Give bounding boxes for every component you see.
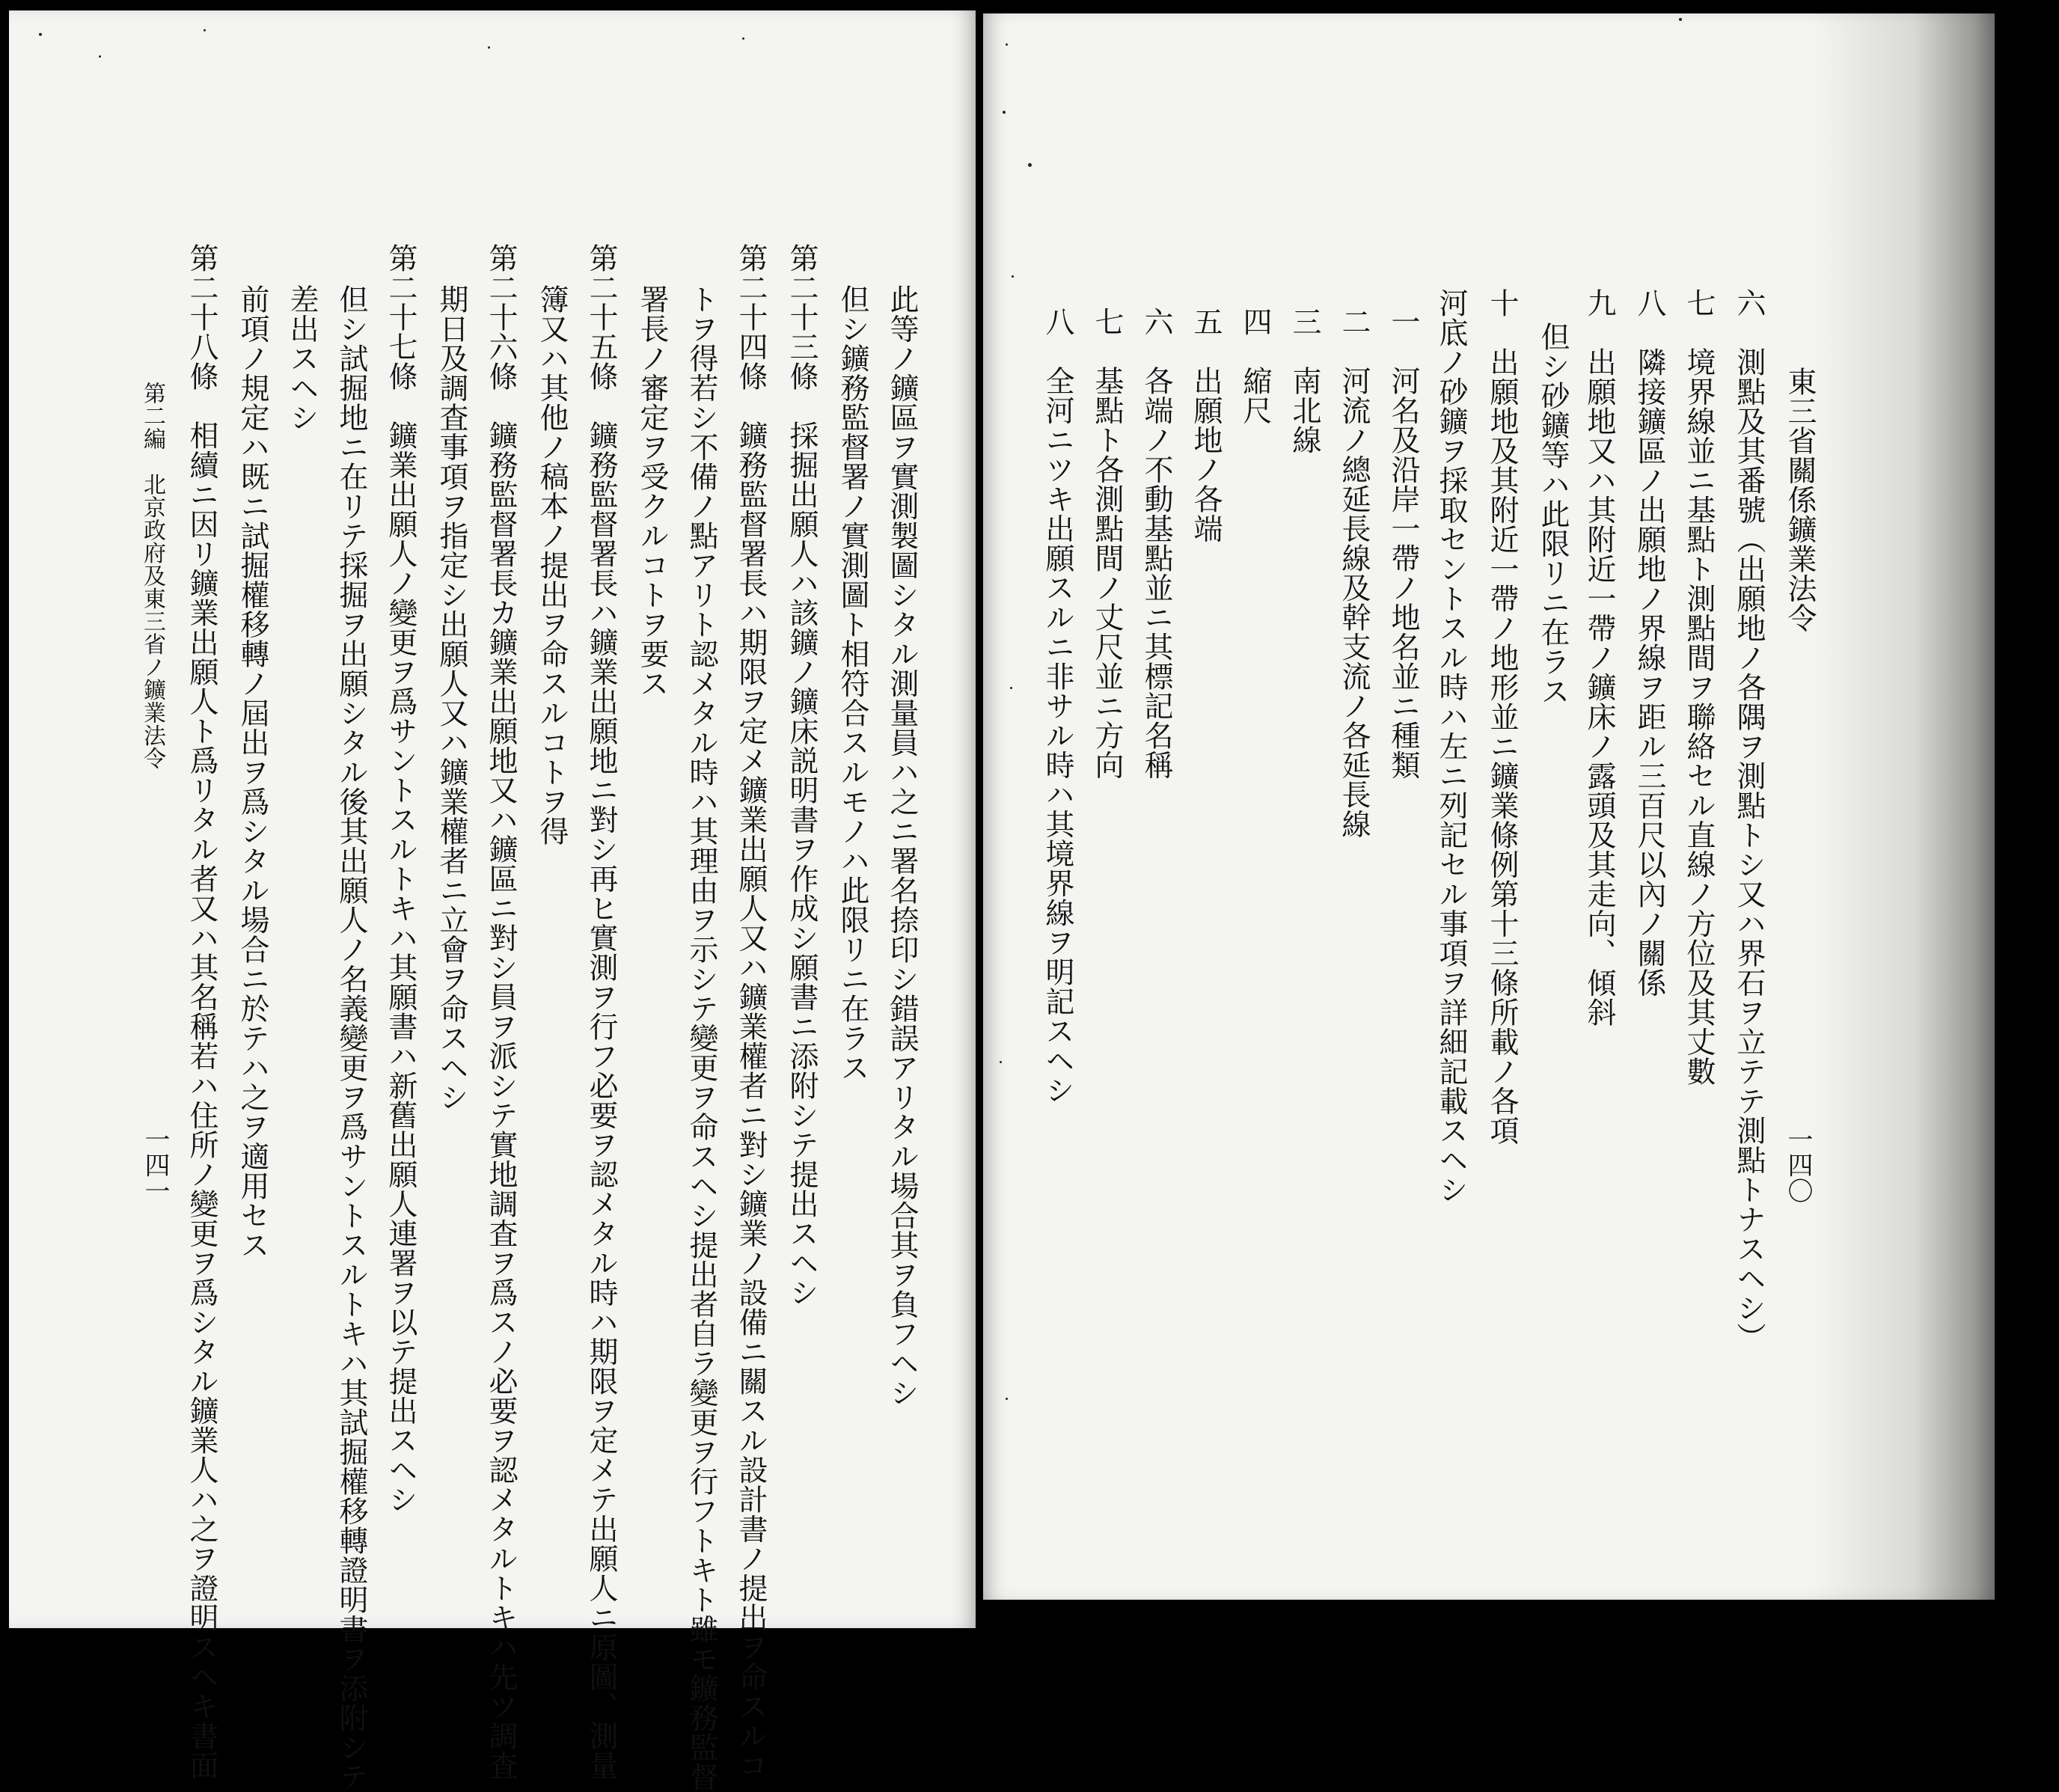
running-head: 東三省關係鑛業法令 [1783, 367, 1817, 633]
left-line-4: 第二十四條 鑛務監督署長ハ期限ヲ定メ鑛業出願人又ハ鑛業權者ニ對シ鑛業ノ設備ニ關スル設計書ノ提出ヲ命スルコ [734, 243, 768, 1780]
scan-speck [1012, 275, 1014, 278]
right-line-11: 四 縮尺 [1238, 307, 1272, 425]
scan-speck [99, 55, 101, 58]
right-line-13: 六 各端ノ不動基點並ニ其標記名稱 [1139, 307, 1173, 780]
page-number-left: 一四一 [140, 1126, 170, 1204]
left-line-6: 署長ノ審定ヲ受クルコトヲ要ス [635, 284, 669, 698]
scan-speck [1028, 163, 1032, 167]
right-line-3: 八 隣接鑛區ノ出願地ノ界線ヲ距ル三百尺以內ノ關係 [1633, 288, 1666, 997]
right-line-7: 河底ノ砂鑛ヲ採取セントスル時ハ左ニ列記セル事項ヲ詳細記載スヘシ [1434, 288, 1468, 1205]
scan-speck [1006, 1398, 1008, 1400]
right-line-4: 九 出願地又ハ其附近一帶ノ鑛床ノ露頭及其走向、傾斜 [1582, 288, 1616, 1027]
right-line-15: 八 全河ニツキ出願スルニ非サル時ハ其境界線ヲ明記スヘシ [1041, 307, 1074, 1105]
right-line-14: 七 基點ト各測點間ノ丈尺並ニ方向 [1090, 307, 1124, 780]
left-line-2: 但シ鑛務監督署ノ實測圖ト相符合スルモノハ此限リニ在ラス [836, 284, 869, 1083]
scan-speck [742, 37, 744, 40]
scan-speck [204, 29, 206, 31]
scan-speck [488, 46, 490, 49]
right-line-5: 但シ砂鑛等ハ此限リニ在ラス [1536, 322, 1570, 706]
scan-speck [1003, 111, 1006, 114]
right-line-9: 二 河流ノ總延長線及幹支流ノ各延長線 [1337, 307, 1371, 839]
right-line-8: 一 河名及沿岸一帶ノ地名並ニ種類 [1386, 307, 1420, 780]
scan-speck [1010, 687, 1012, 689]
right-line-1: 六 測點及其番號（出願地ノ各隅ヲ測點トシ又ハ界石ヲ立テテ測點トナスヘシ） [1732, 288, 1766, 1352]
left-line-11: 第二十七條 鑛業出願人ノ變更ヲ爲サントスルトキハ其願書ハ新舊出願人連署ヲ以テ提出スヘシ [384, 243, 417, 1514]
scan-speck [1679, 18, 1682, 21]
left-line-7: 第二十五條 鑛務監督署長ハ鑛業出願地ニ對シ再ヒ實測ヲ行フ必要ヲ認メタル時ハ期限ヲ定メテ出願人ニ原圖、測量 [584, 243, 618, 1780]
right-line-12: 五 出願地ノ各端 [1189, 307, 1223, 543]
right-line-10: 三 南北線 [1288, 307, 1321, 455]
left-line-1: 此等ノ鑛區ヲ實測製圖シタル測量員ハ之ニ署名捺印シ錯誤アリタル場合其ヲ負フヘシ [885, 284, 919, 1407]
left-line-10: 期日及調査事項ヲ指定シ出願人又ハ鑛業權者ニ立會ヲ命スヘシ [435, 284, 468, 1112]
left-line-13: 差出スヘシ [285, 284, 319, 432]
left-line-14: 前項ノ規定ハ既ニ試掘權移轉ノ屆出ヲ爲シタル場合ニ於テハ之ヲ適用セス [236, 284, 269, 1260]
scan-speck [1000, 1061, 1002, 1063]
left-line-3: 第二十三條 採掘出願人ハ該鑛ノ鑛床説明書ヲ作成シ願書ニ添附シテ提出スヘシ [785, 243, 819, 1307]
left-line-9: 第二十六條 鑛務監督署長カ鑛業出願地又ハ鑛區ニ對シ員ヲ派シテ實地調査ヲ爲スノ必要ヲ認メタルトキハ先ツ調査 [484, 243, 518, 1780]
scan-speck [1006, 43, 1008, 46]
left-footer: 第二編 北京政府及東三省ノ鑛業法令 [139, 382, 165, 770]
right-line-6: 十 出願地及其附近一帶ノ地形並ニ鑛業條例第十三條所載ノ各項 [1485, 288, 1519, 1146]
left-line-15: 第二十八條 相續ニ因リ鑛業出願人ト爲リタル者又ハ其名稱若ハ住所ノ變更ヲ爲シタル鑛業人ハ之ヲ證明スヘキ書面 [185, 243, 218, 1780]
scan-speck [39, 33, 42, 36]
left-line-5: トヲ得若シ不備ノ點アリト認メタル時ハ其理由ヲ示シテ變更ヲ命スヘシ提出者自ラ變更ヲ行フトキト雖モ鑛務監督 [685, 284, 718, 1792]
left-line-12: 但シ試掘地ニ在リテ採掘ヲ出願シタル後其出願人ノ名義變更ヲ爲サントスルトキハ其試掘權移轉證明書ヲ添附シテ [334, 284, 368, 1792]
right-line-2: 七 境界線並ニ基點ト測點間ヲ聯絡セル直線ノ方位及其丈數 [1682, 288, 1716, 1086]
left-line-8: 簿又ハ其他ノ稿本ノ提出ヲ命スルコトヲ得 [535, 284, 569, 846]
page-number-right: 一四〇 [1783, 1126, 1813, 1204]
